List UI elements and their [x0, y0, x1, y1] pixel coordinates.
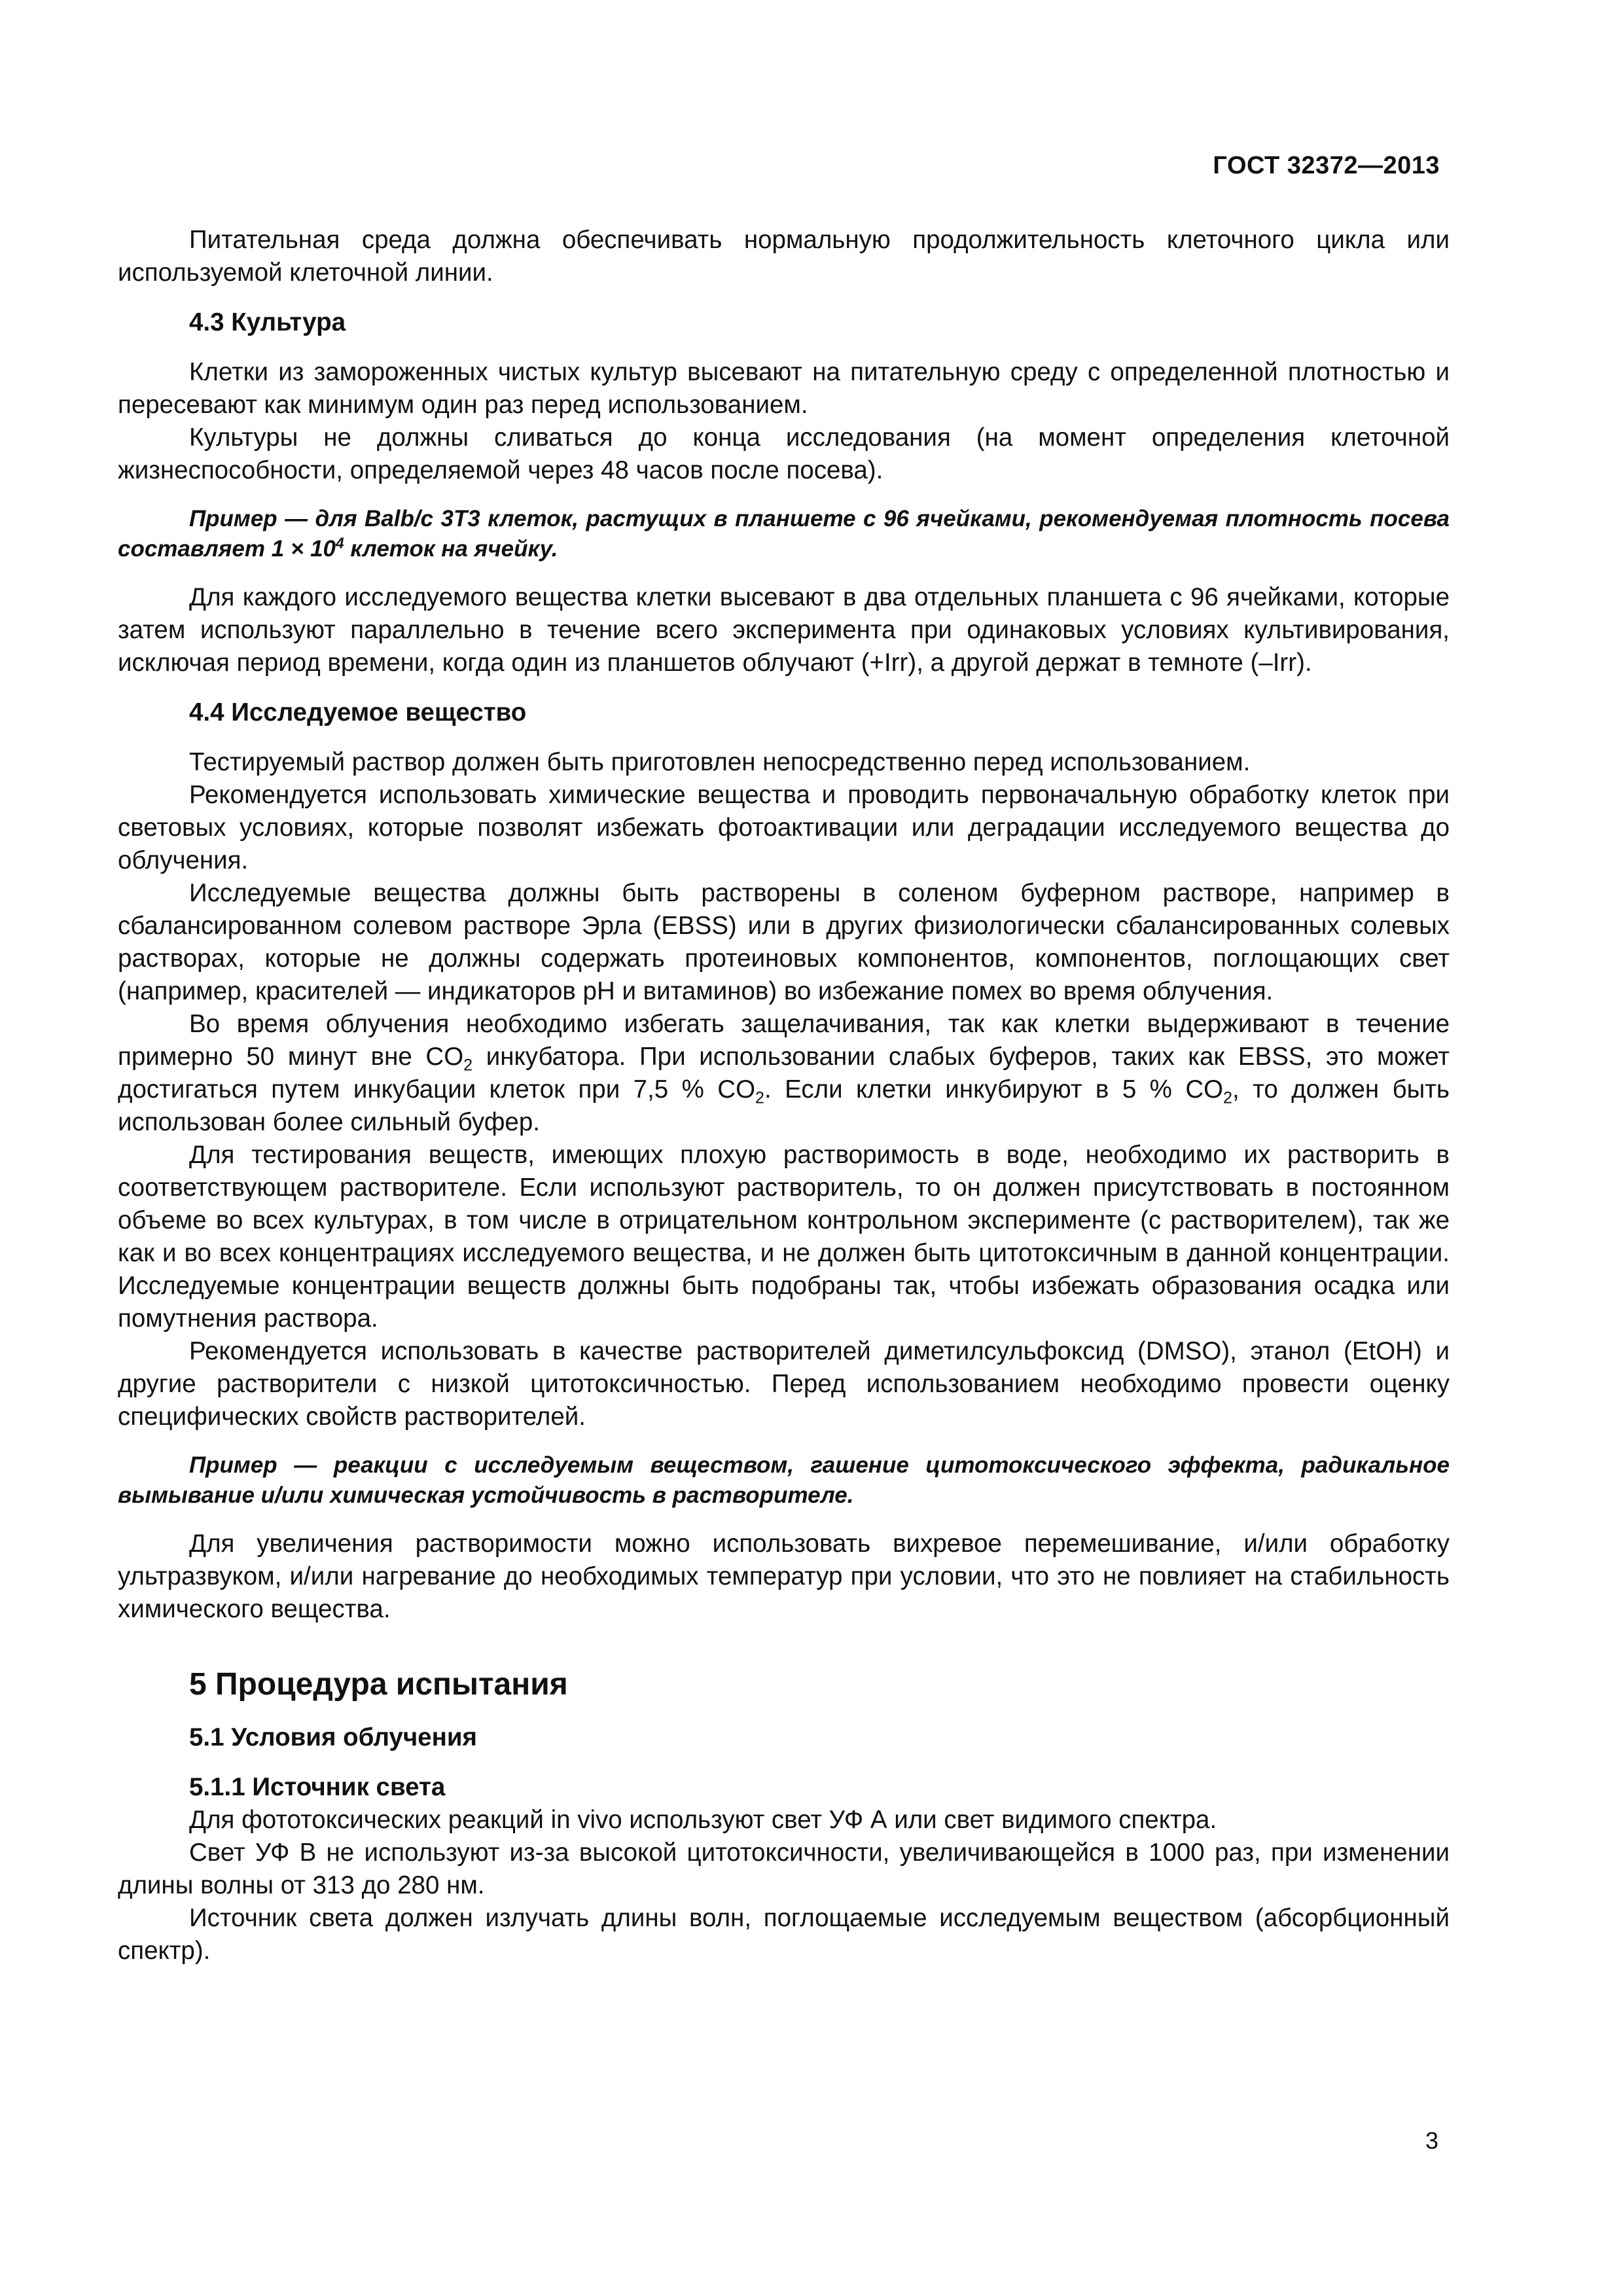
- section-4-3-heading: 4.3 Культура: [189, 308, 346, 336]
- section-4-3-paragraph-1: Клетки из замороженных чистых культур высевают на питательную среду с определенной плотностью и пересевают как минимум один раз перед использованием.: [118, 358, 1450, 419]
- section-4-4-paragraph-2: Рекомендуется использовать химические вещества и проводить первоначальную обработку клеток при световых условиях, которые позволят избежать фотоактивации или деградации исследуемого вещества до облучения.: [118, 781, 1450, 874]
- co2-text-a: Во время облучения необходимо избегать защелачивания, так как клетки выдерживают в течение примерно 50 минут вне CO: [118, 1010, 1450, 1071]
- section-4-3-example: [118, 504, 1450, 564]
- section-5-heading: 5 Процедура испытания: [189, 1667, 568, 1702]
- section-5-1-1-heading: 5.1.1 Источник света: [189, 1773, 446, 1801]
- document-header: ГОСТ 32372—2013: [1213, 152, 1440, 179]
- section-5-1-heading: 5.1 Условия облучения: [189, 1723, 477, 1751]
- section-5-paragraph-1: Для фототоксических реакций in vivo используют свет УФ А или свет видимого спектра.: [189, 1806, 1217, 1834]
- section-4-4-paragraph-7: Для увеличения растворимости можно использовать вихревое перемешивание, и/или обработку ультразвуком, и/или нагревание до необходимых температур при условии, что это не повлияет на стабильность химического вещества.: [118, 1530, 1450, 1623]
- example-text-before: Пример — для Balb/c 3T3 клеток, растущих в планшете с 96 ячейками, рекомендуемая плотность посева составляет 1 × 10: [118, 506, 1450, 562]
- section-4-4-paragraph-5: Для тестирования веществ, имеющих плохую растворимость в воде, необходимо их растворить в соответствующем растворителе. Если используют растворитель, то он должен присутствовать в постоянном объеме во всех культурах, в том числе в отрицательном контрольном эксперименте (с растворителем), так же как и во всех концентрациях исследуемого вещества, и не должен быть цитотоксичным в данной концентрации. Исследуемые концентрации веществ должны быть подобраны так, чтобы избежать образования осадка или помутнения раствора.: [118, 1141, 1450, 1333]
- co2-subscript-3: 2: [1223, 1088, 1233, 1107]
- section-4-3-paragraph-3: Для каждого исследуемого вещества клетки высевают в два отдельных планшета с 96 ячейками, которые затем используют параллельно в течение всего эксперимента при одинаковых условиях культивирования, исключая период времени, когда один из планшетов облучают (+Irr), а другой держат в темноте (–Irr).: [118, 583, 1450, 677]
- section-4-4-paragraph-4: [118, 1008, 1450, 1139]
- co2-subscript-2: 2: [755, 1088, 764, 1107]
- section-4-4-heading: 4.4 Исследуемое вещество: [189, 698, 527, 726]
- page-number: 3: [1425, 2127, 1438, 2154]
- co2-text-c: . Если клетки инкубируют в 5 % CO: [764, 1075, 1224, 1103]
- example-text-after: клеток на ячейку.: [344, 536, 558, 562]
- co2-subscript-1: 2: [463, 1056, 473, 1075]
- co2-text-d: , то должен быть использован более сильный буфер.: [118, 1075, 1450, 1136]
- example-superscript: 4: [336, 534, 344, 552]
- section-4-4-paragraph-1: Тестируемый раствор должен быть приготовлен непосредственно перед использованием.: [189, 748, 1251, 776]
- section-5-paragraph-3: Источник света должен излучать длины волн, поглощаемые исследуемым веществом (абсорбционный спектр).: [118, 1904, 1450, 1965]
- section-4-4-example: Пример — реакции с исследуемым веществом, гашение цитотоксического эффекта, радикальное вымывание и/или химическая устойчивость в растворителе.: [118, 1452, 1450, 1508]
- document-body: [118, 224, 1450, 1967]
- section-4-3-paragraph-2: Культуры не должны сливаться до конца исследования (на момент определения клеточной жизнеспособности, определяемой через 48 часов после посева).: [118, 423, 1450, 484]
- intro-paragraph: Питательная среда должна обеспечивать нормальную продолжительность клеточного цикла или используемой клеточной линии.: [118, 226, 1450, 287]
- section-4-4-paragraph-3: Исследуемые вещества должны быть растворены в соленом буферном растворе, например в сбалансированном солевом растворе Эрла (EBSS) или в других физиологически сбалансированных солевых растворах, которые не должны содержать протеиновых компонентов, компонентов, поглощающих свет (например, красителей — индикаторов pH и витаминов) во избежание помех во время облучения.: [118, 879, 1450, 1005]
- section-5-paragraph-2: Свет УФ В не используют из-за высокой цитотоксичности, увеличивающейся в 1000 раз, при изменении длины волны от 313 до 280 нм.: [118, 1839, 1450, 1899]
- section-4-4-paragraph-6: Рекомендуется использовать в качестве растворителей диметилсульфоксид (DMSO), этанол (EtOH) и другие растворители с низкой цитотоксичностью. Перед использованием необходимо провести оценку специфических свойств растворителей.: [118, 1337, 1450, 1431]
- co2-text-b: инкубатора. При использовании слабых буферов, таких как EBSS, это может достигаться путем инкубации клеток при 7,5 % CO: [118, 1043, 1450, 1103]
